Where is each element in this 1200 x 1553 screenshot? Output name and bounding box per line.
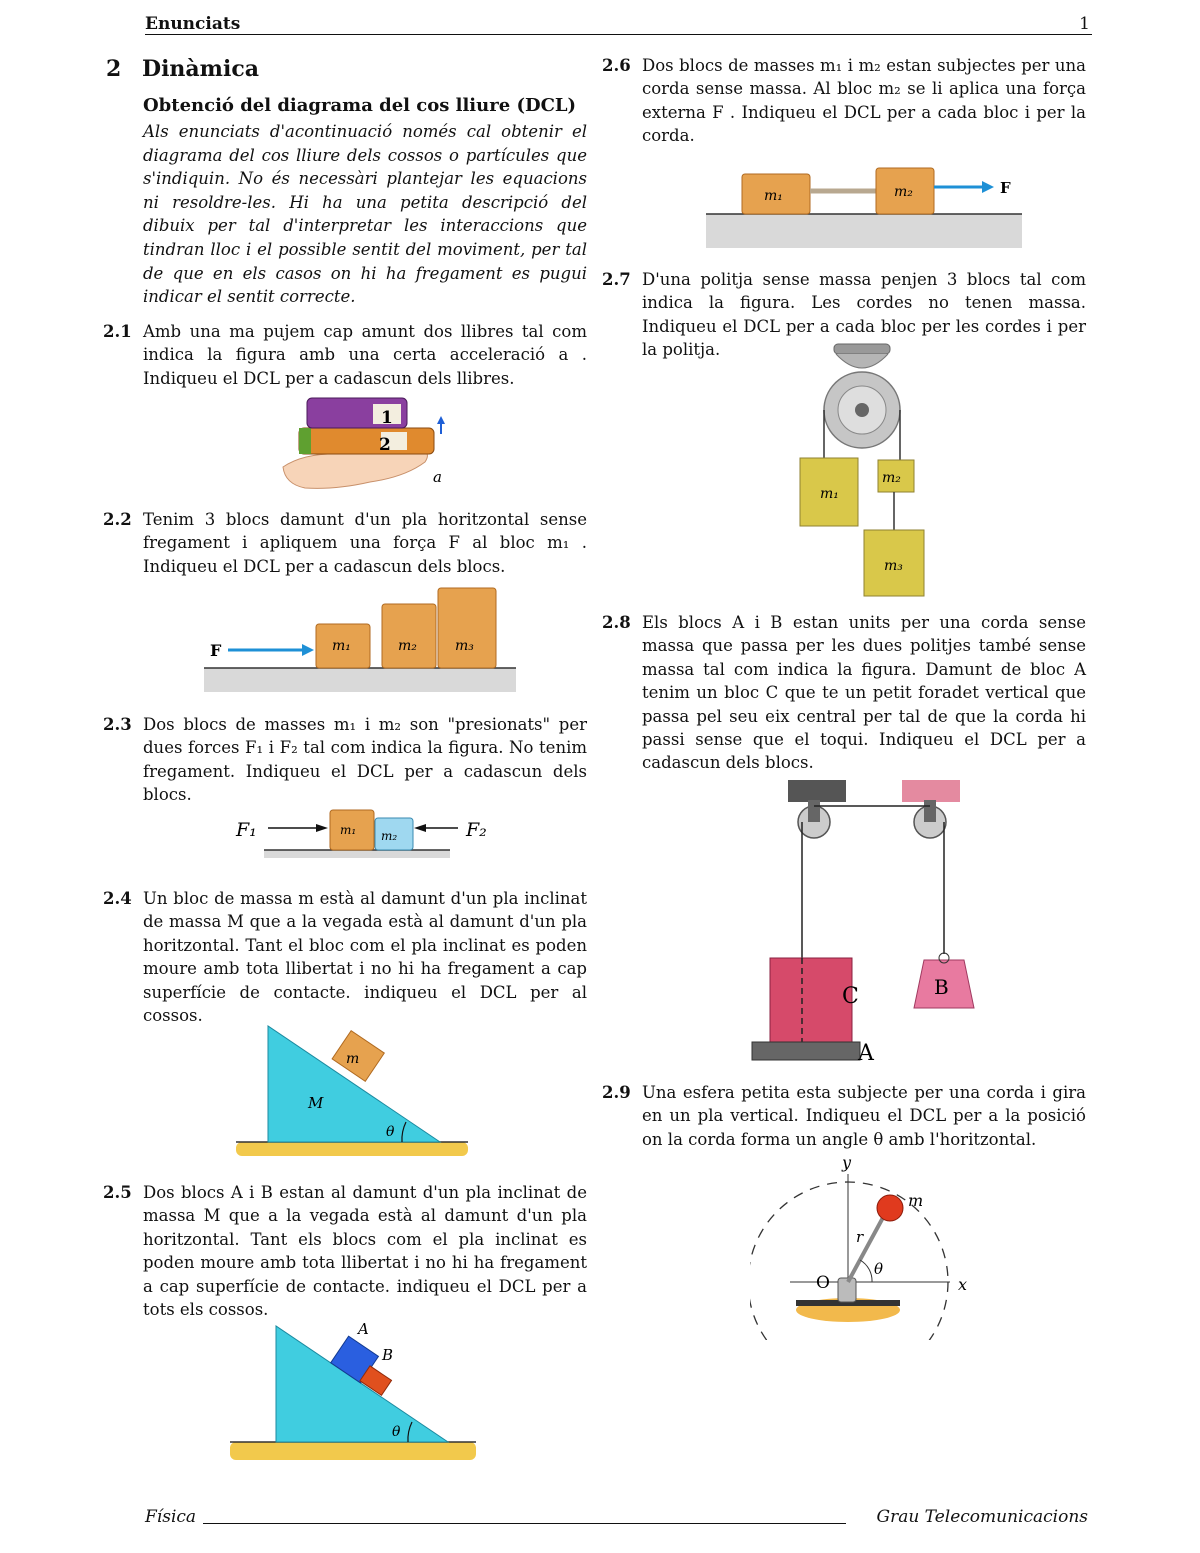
accel-label: a — [433, 468, 442, 486]
angle-arc — [860, 1260, 872, 1282]
A-label: A — [858, 1041, 874, 1066]
section-heading — [106, 56, 259, 82]
problem-2-9 — [602, 1081, 1086, 1151]
problem-text: Tenim 3 blocs damunt d'un pla horitzontal sense fregament i apliquem una força F al bloc m₁ . Indiqueu el DCL per a cadascun dels blocs. — [143, 510, 587, 576]
problem-text: Una esfera petita esta subjecte per una corda i gira en un pla vertical. Indiqueu el DCL per a la posició on la corda forma un angle θ amb l'horitzontal. — [642, 1083, 1086, 1149]
problem-2-5 — [103, 1181, 587, 1321]
m2-label: m₂ — [381, 829, 398, 843]
figure-rope-blocks — [704, 164, 1026, 250]
sphere-m — [877, 1195, 903, 1221]
force-label: F — [1000, 179, 1011, 197]
figure-three-blocks — [200, 584, 520, 696]
pulley-bracket — [836, 354, 888, 368]
ceiling-mount-left — [788, 780, 846, 802]
problem-2-3 — [103, 713, 587, 807]
figure-pulley-three-blocks — [796, 338, 926, 600]
pulley-axle — [855, 403, 869, 417]
ground-surface — [706, 214, 1022, 248]
m2-label: m₂ — [398, 638, 417, 654]
O-label: O — [816, 1273, 830, 1293]
problem-number: 2.6 — [602, 56, 631, 75]
figure-books-hand — [275, 392, 455, 500]
problem-number: 2.4 — [103, 889, 132, 908]
section-number: 2 — [106, 56, 122, 82]
ground-surface — [236, 1142, 468, 1156]
force-arrowhead — [302, 644, 314, 656]
problem-number: 2.5 — [103, 1183, 132, 1202]
book-2-label: 2 — [379, 435, 391, 455]
m1-label: m₁ — [340, 823, 357, 837]
pulley-right-hanger — [924, 800, 936, 822]
problem-text: Un bloc de massa m està al damunt d'un pla inclinat de massa M que a la vegada està al damunt d'un pla horitzontal. Tant el bloc com el pla inclinat es poden moure amb tota llibertat i no hi ha fregament a cap superfície de contacte. indiqueu el DCL per al cossos. — [143, 889, 587, 1026]
hand-shape — [283, 450, 427, 488]
ground-surface — [264, 850, 450, 858]
footer-rule — [203, 1523, 846, 1524]
header-title: Enunciats — [145, 14, 241, 34]
problem-number: 2.9 — [602, 1083, 631, 1102]
m2-label: m₂ — [882, 470, 901, 486]
m-label: m — [346, 1051, 360, 1067]
problem-number: 2.1 — [103, 322, 132, 341]
book-2-spine — [299, 428, 311, 454]
ground-surface — [230, 1442, 476, 1460]
problem-text: Dos blocs A i B estan al damunt d'un pla inclinat de massa M que a la vegada està al damunt d'un pla horitzontal. Tant els blocs com el pla inclinat es poden moure amb tota llibertat i no hi ha fregament a cap superfície de contacte. indiqueu el DCL per a tots els cossos. — [143, 1183, 587, 1320]
header-rule — [145, 34, 1092, 35]
r-label: r — [856, 1228, 864, 1246]
theta-label: θ — [874, 1260, 884, 1278]
pulley-left-hanger — [808, 800, 820, 822]
problem-number: 2.3 — [103, 715, 132, 734]
section-title: Dinàmica — [142, 56, 259, 82]
problem-text: Amb una ma pujem cap amunt dos llibres tal com indica la figura amb una certa acceleració a . Indiqueu el DCL per a cadascun dels llibres. — [143, 322, 587, 388]
force-label: F — [210, 641, 222, 660]
f1-label: F₁ — [236, 819, 257, 841]
x-label: x — [958, 1275, 968, 1294]
theta-label: θ — [392, 1424, 401, 1440]
pulley-mount — [834, 344, 890, 354]
B-label: B — [934, 975, 949, 999]
y-label: y — [842, 1153, 852, 1172]
footer-left: Física — [145, 1507, 197, 1527]
problem-text: D'una politja sense massa penjen 3 blocs tal com indica la figura. Les cordes no tenen massa. Indiqueu el DCL per a cada bloc per les cordes i per la politja. — [642, 270, 1086, 360]
problem-2-6 — [602, 54, 1086, 148]
figure-circular-motion — [750, 1150, 980, 1340]
problem-text: Els blocs A i B estan units per una corda sense massa que passa per les dues politjes també sense massa tal com indica la figura. Damunt de bloc A tenim un bloc C que te un petit foradet vertical que passa pel seu eix central per tal de que la corda hi passi sense que el toqui. Indiqueu el DCL per a cadascun dels blocs. — [642, 613, 1086, 773]
f2-label: F₂ — [466, 819, 487, 841]
figure-pressed-blocks — [232, 806, 494, 860]
theta-label: θ — [386, 1124, 395, 1140]
m-label: m — [908, 1191, 924, 1210]
figure-two-pulleys — [748, 778, 988, 1068]
m3-label: m₃ — [884, 558, 903, 574]
m1-label: m₁ — [820, 486, 839, 502]
m2-label: m₂ — [894, 184, 913, 200]
subsection-title: Obtenció del diagrama del cos lliure (DCL) — [143, 95, 577, 116]
footer-right: Grau Telecomunicacions — [876, 1507, 1088, 1527]
figure-incline-two-blocks — [230, 1320, 480, 1470]
figure-incline-block — [236, 1022, 472, 1158]
book-2 — [299, 428, 434, 454]
A-label: A — [358, 1320, 369, 1338]
page-footer — [145, 1503, 1092, 1527]
M-label: M — [308, 1094, 324, 1112]
problem-2-8 — [602, 611, 1086, 775]
problem-2-2 — [103, 508, 587, 578]
block-m2 — [382, 604, 436, 668]
problem-number: 2.7 — [602, 270, 631, 289]
ceiling-mount-right — [902, 780, 960, 802]
page-header — [145, 14, 1092, 34]
inclined-plane — [276, 1326, 448, 1442]
book-1-label: 1 — [381, 408, 393, 428]
page-number: 1 — [1079, 14, 1090, 34]
m3-label: m₃ — [455, 638, 474, 654]
pivot-post — [838, 1278, 856, 1302]
C-label: C — [842, 984, 859, 1009]
f1-arrowhead — [316, 824, 328, 832]
block-m3 — [438, 588, 496, 668]
problem-2-1 — [103, 320, 587, 390]
m1-label: m₁ — [332, 638, 351, 654]
force-arrowhead — [982, 181, 994, 193]
problem-number: 2.8 — [602, 613, 631, 632]
B-label: B — [382, 1346, 394, 1364]
block-C — [770, 958, 852, 1042]
problem-number: 2.2 — [103, 510, 132, 529]
problem-text: Dos blocs de masses m₁ i m₂ son "presionats" per dues forces F₁ i F₂ tal com indica la figura. No tenim fregament. Indiqueu el DCL per a cadascun dels blocs. — [143, 715, 587, 805]
intro-paragraph: Als enunciats d'acontinuació només cal obtenir el diagrama del cos lliure dels cossos o partícules que s'indiquin. No és necessàri plantejar les equacions ni resoldre-les. Hi ha una petita descripció del dibuix per tal d'interpretar les interaccions que tindran lloc i el possible sentit del moviment, per tal de que en els casos on hi ha fregament es pugui indicar el sentit correcte. — [143, 122, 587, 307]
m1-label: m₁ — [764, 188, 783, 204]
block-A — [752, 1042, 860, 1060]
problem-text: Dos blocs de masses m₁ i m₂ estan subjectes per una corda sense massa. Al bloc m₂ se li aplica una força externa F . Indiqueu el DCL per a cada bloc i per la corda. — [642, 56, 1086, 146]
ground-surface — [204, 668, 516, 692]
accel-arrowhead — [437, 416, 445, 424]
problem-2-4 — [103, 887, 587, 1027]
